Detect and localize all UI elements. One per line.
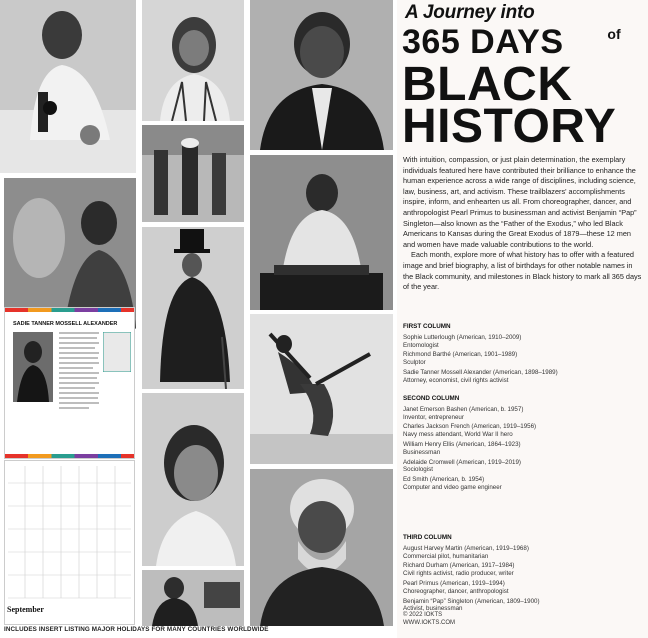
calendar-portrait-thumb: [13, 332, 53, 402]
photo-janet-emerson-bashen: [142, 0, 244, 121]
color-stripe: [5, 308, 134, 312]
section-heading: THIRD COLUMN: [403, 534, 452, 541]
photo-william-henry-ellis: [142, 227, 244, 389]
heading-of: of: [607, 26, 621, 42]
first-column-section: [403, 323, 643, 387]
list-item: Richard Durham (American, 1917–1984) Civil rights activist, radio producer, writer: [403, 562, 515, 578]
color-stripe: [5, 454, 134, 458]
photo-ed-smith: [142, 570, 244, 626]
photo-benjamin-pap-singleton: [250, 469, 393, 626]
photo-adelaide-cromwell: [142, 393, 244, 566]
photo-charles-jackson-french: [142, 125, 244, 222]
list-item: Pearl Primus (American, 1919–1994) Choreographer, dancer, anthropologist: [403, 579, 509, 595]
third-column-section: [403, 534, 643, 615]
list-item: Benjamin “Pap” Singleton (American, 1809–1900) Activist, businessman: [403, 597, 540, 613]
list-item: Janet Emerson Bashen (American, b. 1957) Inventor, entrepreneur: [403, 405, 524, 421]
section-heading: FIRST COLUMN: [403, 323, 451, 330]
list-item: Sophie Lutterlough (American, 1910–2009) Entomologist: [403, 333, 522, 349]
list-item: Adelaide Cromwell (American, 1919–2019) Sociologist: [403, 458, 521, 474]
intro-text: [403, 155, 643, 293]
heading-line-2: 365 DAYS: [402, 23, 564, 61]
photo-richard-durham: [250, 155, 393, 310]
calendar-birthday-box: [103, 332, 131, 372]
intro-paragraph-2: Each month, explore more of what history has to offer with a featured image and brief biography, a list of birthdays for other notable names in the Black community, and milestones in Black history to mark all 365 days of the year.: [403, 250, 642, 292]
list-item: Sadie Tanner Mossell Alexander (American, 1898–1989) Attorney, economist, civil rights activist: [403, 368, 558, 384]
photo-pearl-primus: [250, 314, 393, 464]
calendar-feature-page-thumbnail: [4, 307, 135, 459]
list-item: William Henry Ellis (American, 1864–1923) Businessman: [403, 440, 521, 456]
insert-note: INCLUDES INSERT LISTING MAJOR HOLIDAYS FOR MANY COUNTRIES WORLDWIDE: [4, 626, 269, 633]
calendar-feature-name: SADIE TANNER MOSSELL ALEXANDER: [13, 321, 118, 327]
calendar-bio-text-lines: [59, 332, 99, 450]
heading-line-3: BLACK: [402, 58, 573, 111]
list-item: Charles Jackson French (American, 1919–1956) Navy mess attendant, World War II hero: [403, 423, 537, 439]
list-item: August Harvey Martin (American, 1919–1968) Commercial pilot, humanitarian: [403, 544, 529, 560]
calendar-month-label: September: [7, 605, 44, 614]
copyright-text: © 2022 IOKTS: [403, 612, 443, 618]
photo-august-harvey-martin: [250, 0, 393, 150]
calendar-grid-thumbnail: [4, 460, 135, 625]
copyright-block: [403, 611, 455, 627]
heading-line-1: A Journey into: [405, 2, 535, 23]
intro-paragraph-1: With intuition, compassion, or just plain determination, the exemplary individuals featured here have contributed their brilliance to enhance the human experience across a wide range of disciplines, including science, law, business, art, and activism. These trailblazers' accomplishments inspire, inform, and enhearten us all. From choreographer, dancer, and anthropologist Pearl Primus to businessman and activist Benjamin “Pap” Singleton—also known as the “Father of the Exodus,” who led Black Americans to Kansas during the Great Exodus of 1879—these 12 men and women have made valuable contributions to the world.: [403, 155, 637, 249]
calendar-grid-lines: [5, 461, 134, 601]
list-item: Richmond Barthé (American, 1901–1989) Sculptor: [403, 351, 518, 367]
heading-line-4: HISTORY: [402, 100, 617, 153]
list-item: Ed Smith (American, b. 1954) Computer and video game engineer: [403, 476, 502, 491]
section-heading: SECOND COLUMN: [403, 395, 460, 402]
photo-sophie-lutterlough: [0, 0, 136, 173]
website-link[interactable]: WWW.IOKTS.COM: [403, 620, 455, 626]
second-column-section: [403, 395, 643, 494]
